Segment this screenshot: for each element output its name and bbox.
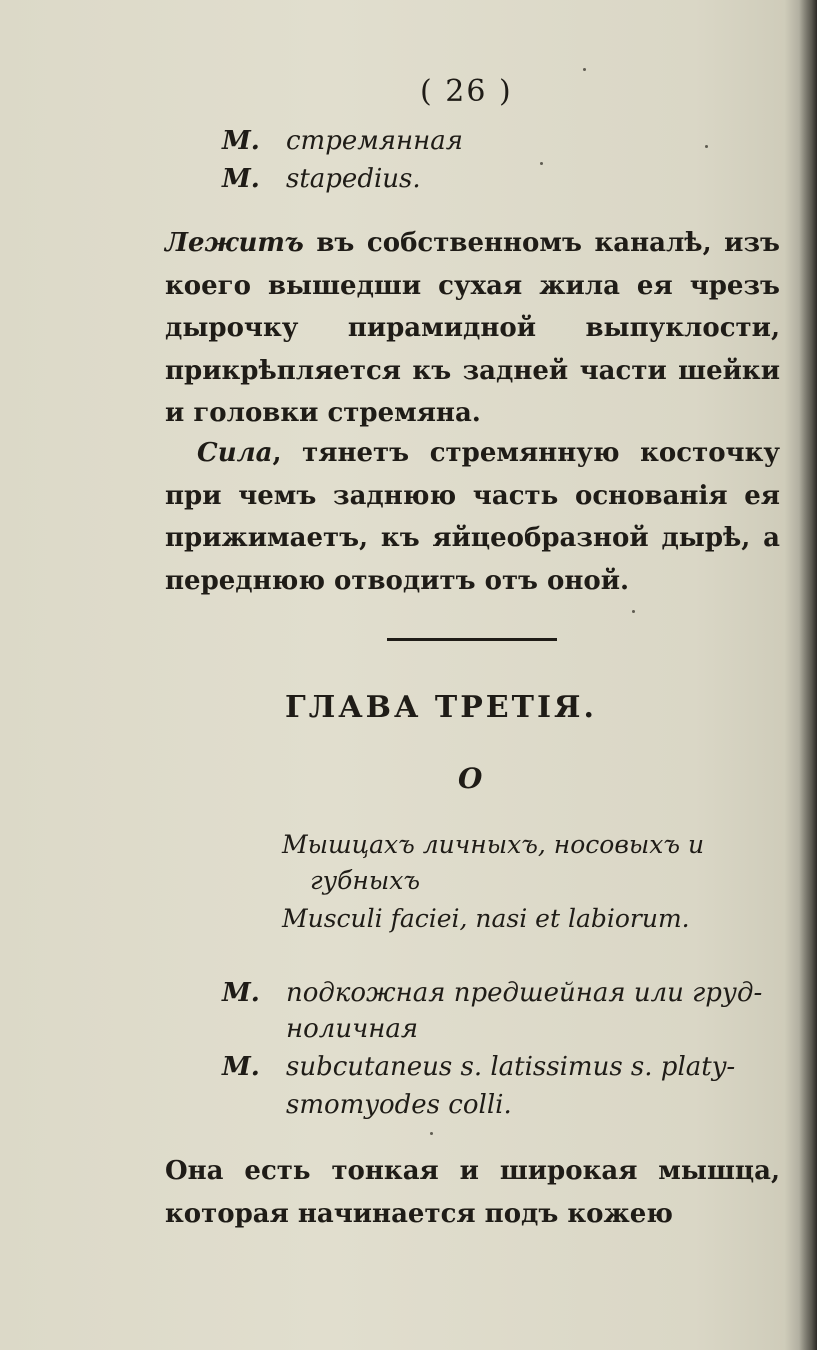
chapter-title: ГЛАВА ТРЕТІЯ. <box>285 690 597 725</box>
paragraph-lead: Сила <box>197 438 273 468</box>
muscle-name: stapedius. <box>286 164 421 194</box>
muscle-name: subcutaneus s. latissimus s. platy- <box>286 1052 736 1082</box>
chapter-preposition: О <box>458 762 483 795</box>
muscle-entry-russian <box>222 978 762 1008</box>
muscle-prefix: M. <box>222 164 260 194</box>
paragraph-description: Она есть тонкая и широкая мышца, которая начинается подъ кожею <box>165 1156 780 1229</box>
muscle-entry-latin-cont: smomyodes colli. <box>286 1090 512 1120</box>
paragraph-position <box>165 222 780 435</box>
muscle-entry-latin <box>222 1052 735 1082</box>
muscle-prefix: M. <box>222 126 260 156</box>
muscle-prefix: M. <box>222 978 260 1008</box>
paper-speck <box>705 145 708 148</box>
page-number: ( 26 ) <box>420 74 513 109</box>
paragraph-body: , тянетъ стремянную косточку при чемъ заднюю часть основанія ея прижимаетъ, къ яйцеобразной дырѣ, а переднюю отводитъ отъ оной. <box>165 438 780 596</box>
muscle-prefix: M. <box>222 1052 260 1082</box>
muscle-name-latin <box>222 164 421 194</box>
muscle-entry-russian-cont: ноличная <box>286 1014 419 1044</box>
muscle-name: стремянная <box>286 126 463 156</box>
paragraph-body: въ собственномъ каналѣ, изъ коего вышедши сухая жила ея чрезъ дырочку пирамидной выпуклости, прикрѣпляется къ задней части шейки и головки стремяна. <box>165 228 780 428</box>
paragraph-action <box>165 432 780 602</box>
section-divider <box>387 638 557 641</box>
chapter-subtitle-line2: губныхъ <box>310 866 420 895</box>
paper-speck <box>540 162 543 165</box>
paper-speck <box>430 1132 433 1135</box>
muscle-name: подкожная предшейная или груд- <box>286 978 763 1008</box>
paragraph-lead: Лежитъ <box>165 228 304 258</box>
chapter-subtitle-latin: Musculi faciei, nasi et labiorum. <box>282 904 690 933</box>
paper-speck <box>583 68 586 71</box>
muscle-name-russian <box>222 126 463 156</box>
chapter-subtitle-line1: Мышцахъ личныхъ, носовыхъ и <box>282 830 705 859</box>
page-gutter-shadow <box>799 0 817 1350</box>
paper-speck <box>632 610 635 613</box>
